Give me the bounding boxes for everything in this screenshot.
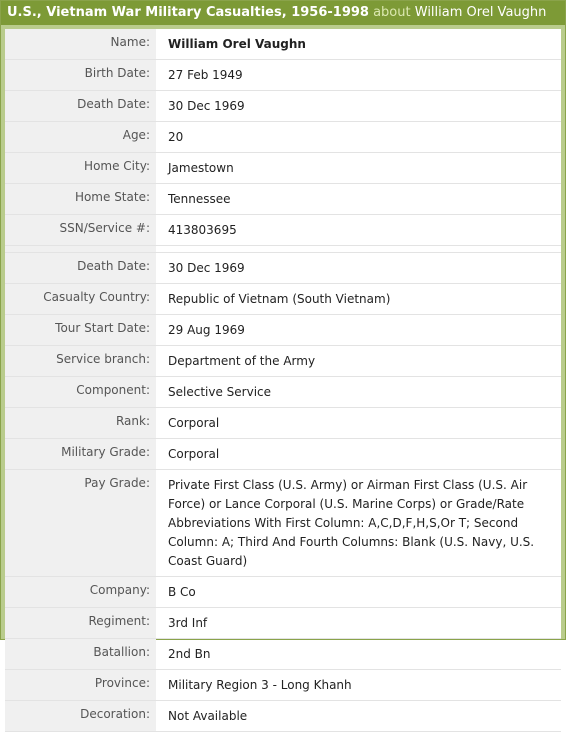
record-row-component	[5, 377, 561, 408]
field-label: Death Date:	[5, 91, 156, 122]
field-label: Regiment:	[5, 608, 156, 639]
divider-value-cell	[156, 246, 561, 253]
record-row-province	[5, 670, 561, 701]
record-row-birth-date	[5, 60, 561, 91]
record-row-pay-grade	[5, 470, 561, 577]
field-label: Military Grade:	[5, 439, 156, 470]
record-row-ssn-service	[5, 215, 561, 246]
field-value-component: Selective Service	[156, 377, 561, 408]
record-row-casualty-country	[5, 284, 561, 315]
field-label: Tour Start Date:	[5, 315, 156, 346]
record-row-name	[5, 29, 561, 60]
field-value-company: B Co	[156, 577, 561, 608]
field-value-batallion: 2nd Bn	[156, 639, 561, 670]
record-table	[5, 29, 561, 732]
field-value-service-branch: Department of the Army	[156, 346, 561, 377]
record-row-military-grade	[5, 439, 561, 470]
field-label: Birth Date:	[5, 60, 156, 91]
record-header	[1, 1, 565, 25]
person-name-link[interactable]: William Orel Vaughn	[414, 5, 547, 20]
field-label: Province:	[5, 670, 156, 701]
field-value-casualty-country: Republic of Vietnam (South Vietnam)	[156, 284, 561, 315]
field-label: Batallion:	[5, 639, 156, 670]
record-row-service-branch	[5, 346, 561, 377]
field-value-name: William Orel Vaughn	[156, 29, 561, 60]
field-label: SSN/Service #:	[5, 215, 156, 246]
field-value-rank: Corporal	[156, 408, 561, 439]
divider-label-cell	[5, 246, 156, 253]
field-value-regiment: 3rd Inf	[156, 608, 561, 639]
record-row-home-city	[5, 153, 561, 184]
record-row-decoration	[5, 701, 561, 732]
record-row-death-date-2	[5, 253, 561, 284]
record-row-tour-start-date	[5, 315, 561, 346]
field-label: Company:	[5, 577, 156, 608]
field-value-pay-grade: Private First Class (U.S. Army) or Airman First Class (U.S. Air Force) or Lance Corporal (U.S. Marine Corps) or Grade/Rate Abbreviations With First Column: A,C,D,F,H,S,Or T; Second Column: A; Third And Fourth Columns: Blank (U.S. Navy, U.S. Coast Guard)	[156, 470, 561, 577]
field-label: Rank:	[5, 408, 156, 439]
field-value-age: 20	[156, 122, 561, 153]
field-label: Death Date:	[5, 253, 156, 284]
database-title-link[interactable]: U.S., Vietnam War Military Casualties, 1956-1998	[7, 5, 369, 20]
record-row-batallion	[5, 639, 561, 670]
record-row-regiment	[5, 608, 561, 639]
field-value-death-date: 30 Dec 1969	[156, 91, 561, 122]
field-label: Home City:	[5, 153, 156, 184]
record-table-container	[5, 29, 561, 723]
field-value-birth-date: 27 Feb 1949	[156, 60, 561, 91]
section-divider	[5, 246, 561, 253]
field-value-tour-start-date: 29 Aug 1969	[156, 315, 561, 346]
record-row-rank	[5, 408, 561, 439]
record-row-home-state	[5, 184, 561, 215]
field-label: Casualty Country:	[5, 284, 156, 315]
field-label: Home State:	[5, 184, 156, 215]
field-label: Name:	[5, 29, 156, 60]
field-label: Service branch:	[5, 346, 156, 377]
field-value-home-state: Tennessee	[156, 184, 561, 215]
field-value-death-date-2: 30 Dec 1969	[156, 253, 561, 284]
field-value-military-grade: Corporal	[156, 439, 561, 470]
field-label: Component:	[5, 377, 156, 408]
record-row-death-date	[5, 91, 561, 122]
field-label: Pay Grade:	[5, 470, 156, 577]
field-label: Age:	[5, 122, 156, 153]
field-value-province: Military Region 3 - Long Khanh	[156, 670, 561, 701]
field-value-home-city: Jamestown	[156, 153, 561, 184]
about-word: about	[373, 5, 411, 20]
record-row-age	[5, 122, 561, 153]
field-value-ssn-service: 413803695	[156, 215, 561, 246]
record-row-company	[5, 577, 561, 608]
field-label: Decoration:	[5, 701, 156, 732]
field-value-decoration: Not Available	[156, 701, 561, 732]
